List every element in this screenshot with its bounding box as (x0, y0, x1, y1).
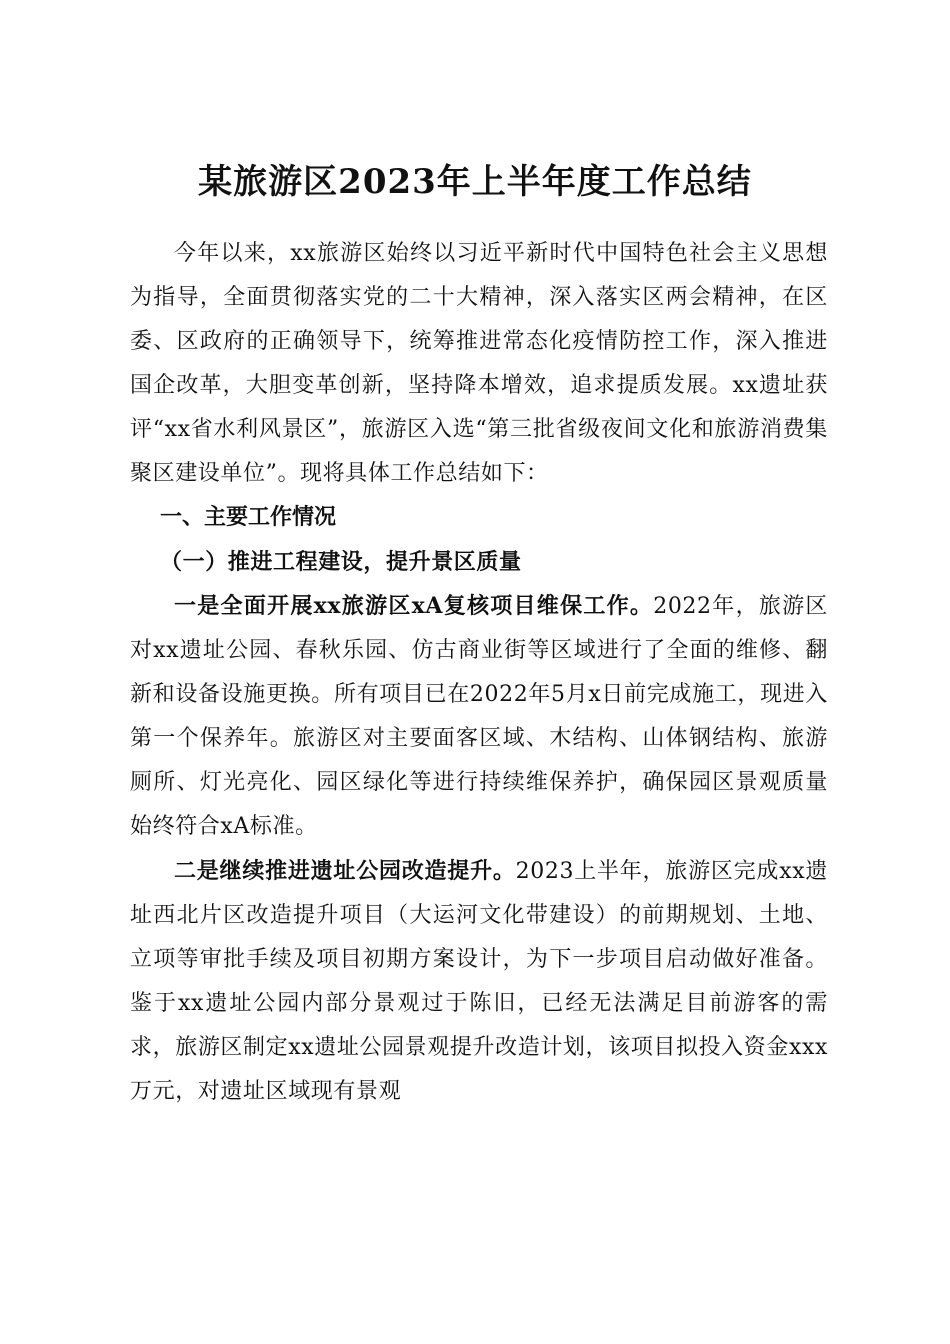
document-body (130, 232, 828, 1114)
item-lead-renovation: 二是继续推进遗址公园改造提升。 (174, 858, 516, 884)
item-lead-maintenance: 一是全面开展xx旅游区xA复核项目维保工作。 (174, 593, 654, 619)
item-text-renovation: 2023上半年，旅游区完成xx遗址西北片区改造提升项目（大运河文化带建设）的前期规划、土地、立项等审批手续及项目初期方案设计，为下一步项目启动做好准备。鉴于xx遗址公园内部分景观过于陈旧，已经无法满足目前游客的需求，旅游区制定xx遗址公园景观提升改造计划，该项目拟投入资金xxx万元，对遗址区域现有景观 (130, 859, 828, 1104)
section-heading-main-work: 一、主要工作情况 (160, 505, 337, 530)
item-paragraph-renovation (130, 849, 828, 1114)
document-title: 某旅游区2023年上半年度工作总结 (198, 161, 752, 202)
item-text-maintenance: 2022年，旅游区对xx遗址公园、春秋乐园、仿古商业街等区域进行了全面的维修、翻新和设备设施更换。所有项目已在2022年5月x日前完成施工，现进入第一个保养年。旅游区对主要面客区域、木结构、山体钢结构、旅游厕所、灯光亮化、园区绿化等进行持续维保养护，确保园区景观质量始终符合xA标准。 (130, 594, 829, 839)
item-paragraph-maintenance (130, 584, 828, 849)
intro-paragraph: 今年以来，xx旅游区始终以习近平新时代中国特色社会主义思想为指导，全面贯彻落实党的二十大精神，深入落实区两会精神，在区委、区政府的正确领导下，统筹推进常态化疫情防控工作，深入推进国企改革，大胆变革创新，坚持降本增效，追求提质发展。xx遗址获评“xx省水利风景区”，旅游区入选“第三批省级夜间文化和旅游消费集聚区建设单位”。现将具体工作总结如下： (130, 241, 828, 486)
subsection-heading-engineering: （一）推进工程建设，提升景区质量 (160, 549, 522, 575)
